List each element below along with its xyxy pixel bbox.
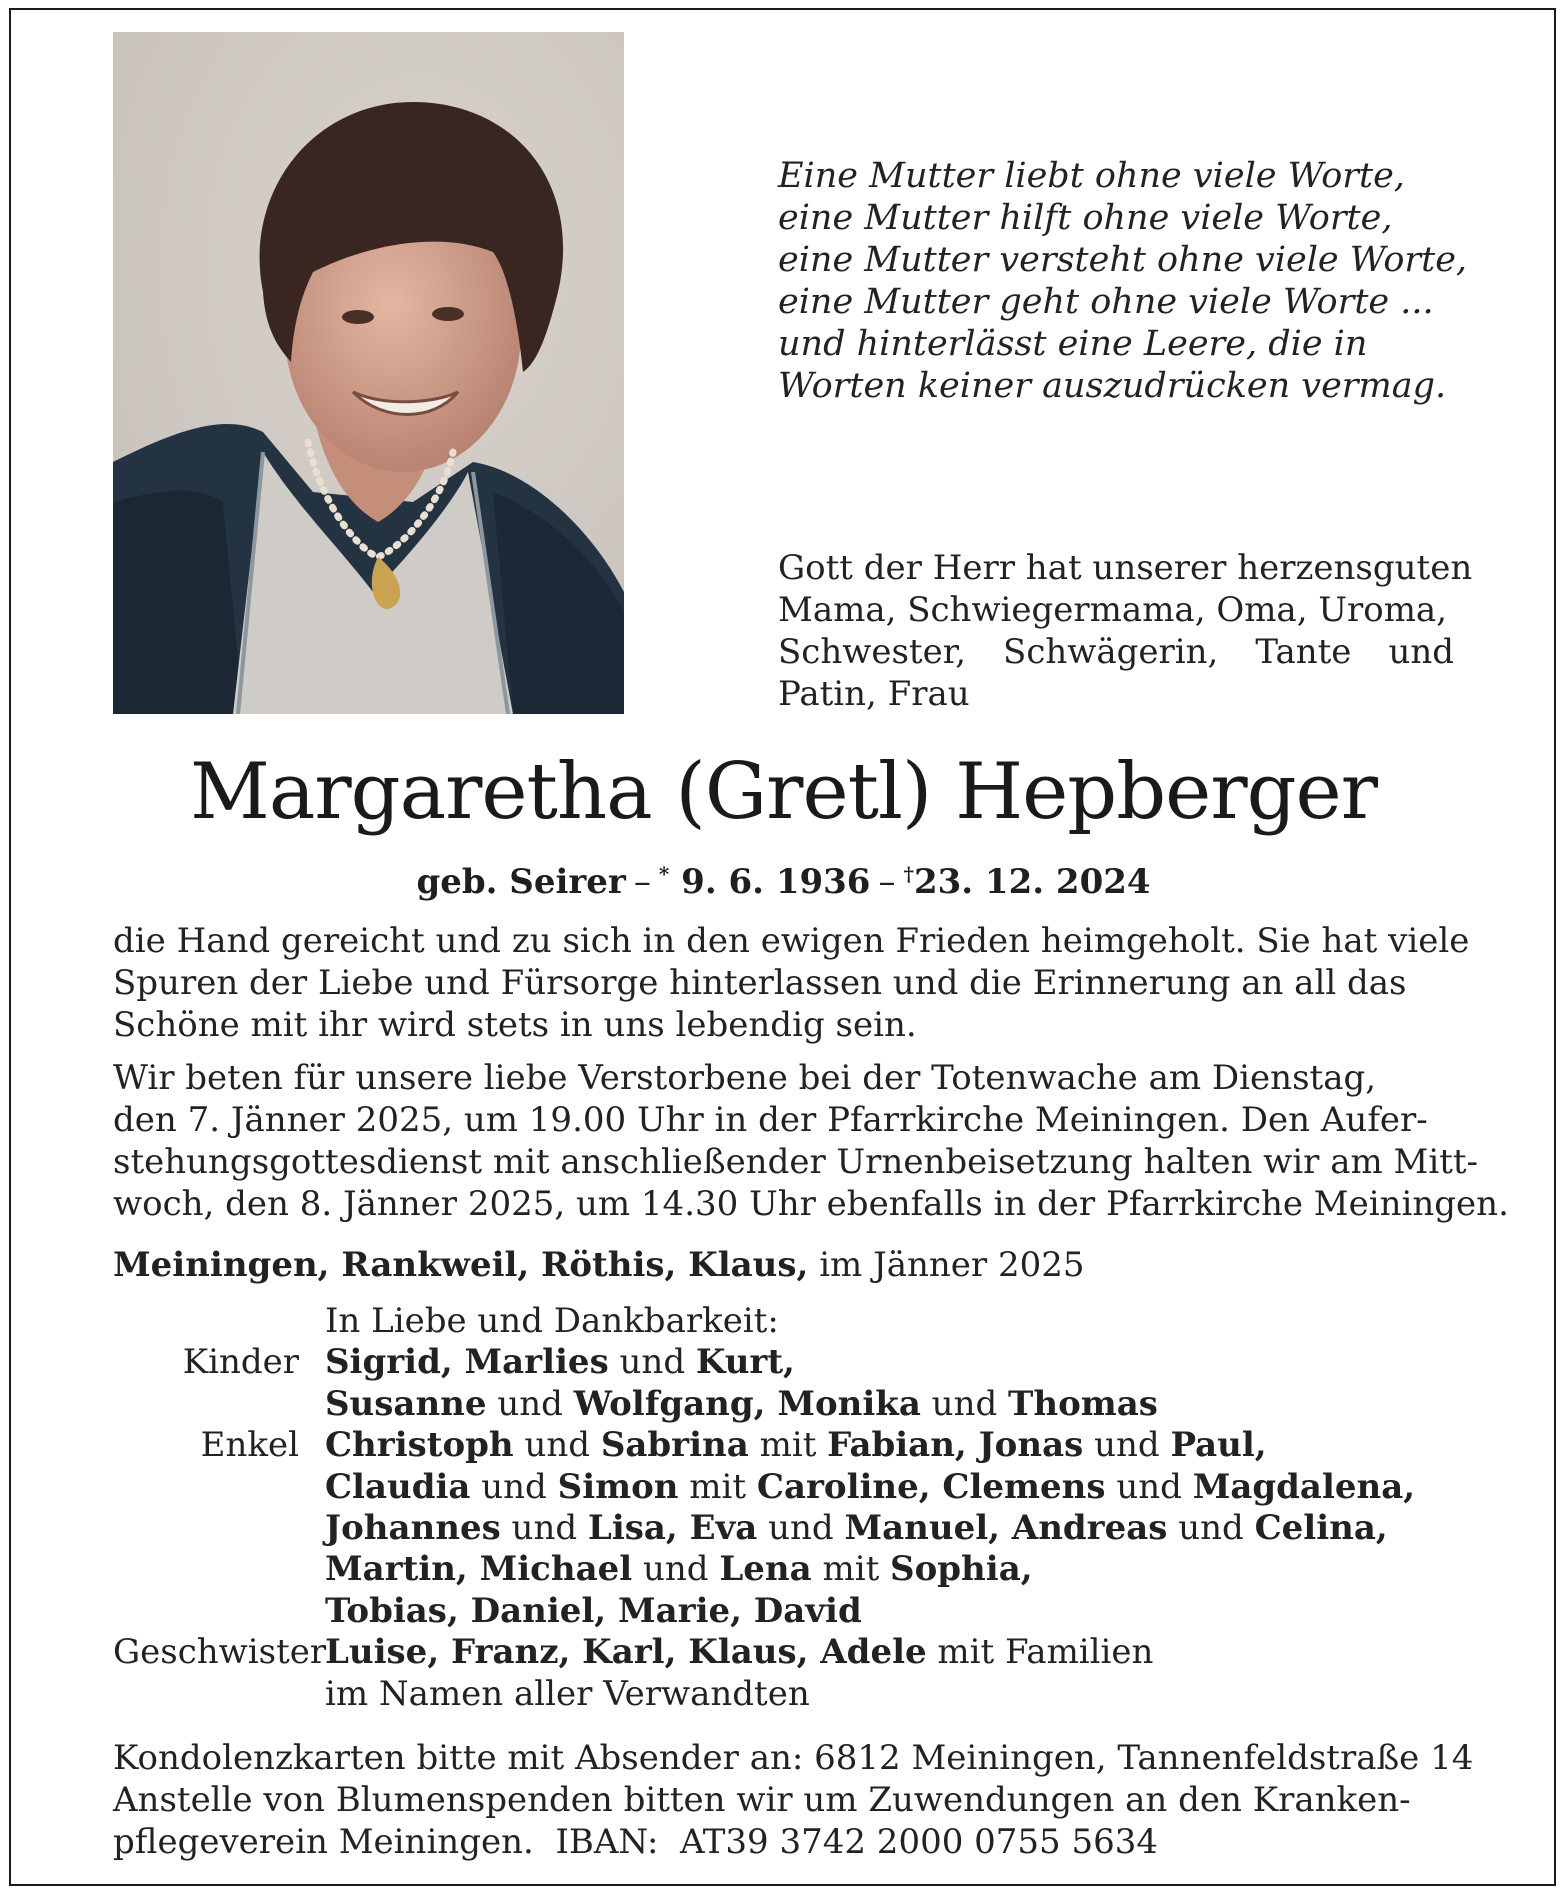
- poem-line: eine Mutter versteht ohne viele Worte,: [778, 240, 1468, 280]
- mourner-name: Luise, Franz, Karl, Klaus, Adele: [325, 1632, 927, 1673]
- intro-line: [778, 631, 1454, 673]
- mourners-names: [325, 1342, 1454, 1383]
- mourners-closing-row: [113, 1674, 1454, 1715]
- intro-line: Gott der Herr hat unserer herzensguten: [778, 548, 1473, 588]
- mourners-row: [113, 1384, 1454, 1425]
- connector-text: und: [757, 1507, 845, 1548]
- paragraph-line: die Hand gereicht und zu sich in den ewigen Frieden heimgeholt. Sie hat viele: [113, 921, 1470, 961]
- mourners-names: [325, 1549, 1454, 1590]
- mourners-row: [113, 1632, 1454, 1673]
- connector-text: und: [1083, 1425, 1171, 1466]
- mourners-intro-row: [113, 1301, 1454, 1342]
- mourner-name: Lena: [719, 1549, 812, 1590]
- mourners-row: [113, 1508, 1454, 1549]
- mourner-name: Thomas: [1008, 1383, 1158, 1424]
- mourners-row: [113, 1591, 1454, 1632]
- portrait-photo: [113, 32, 624, 714]
- connector-text: und: [486, 1383, 574, 1424]
- mourners-closing: im Namen aller Verwandten: [325, 1673, 810, 1714]
- iban-label: IBAN:: [555, 1822, 659, 1862]
- mourner-name: Tobias, Daniel, Marie, David: [325, 1590, 862, 1631]
- mourner-name: Magdalena,: [1192, 1466, 1416, 1507]
- death-symbol: †: [903, 862, 914, 886]
- poem: [778, 155, 1468, 407]
- connector-text: mit: [811, 1549, 891, 1590]
- connector-text: und: [470, 1466, 558, 1507]
- connector-text: mit Familien: [926, 1632, 1154, 1673]
- condolence-address: Kondolenzkarten bitte mit Absender an: 6812 Meiningen, Tannenfeldstraße 14: [113, 1738, 1474, 1778]
- intro-word: Tante: [1255, 632, 1352, 672]
- connector-text: mit: [678, 1466, 757, 1507]
- birth-name: geb. Seirer: [416, 862, 626, 902]
- intro-line: Mama, Schwiegermama, Oma, Uroma,: [778, 590, 1448, 630]
- connector-text: und: [500, 1507, 588, 1548]
- mourners-row: [113, 1467, 1454, 1508]
- mourner-name: Sabrina: [600, 1425, 749, 1466]
- poem-line: Worten keiner auszudrücken vermag.: [778, 366, 1447, 406]
- paragraph-line: Wir beten für unsere liebe Verstorbene bei der Totenwache am Dienstag,: [113, 1058, 1377, 1098]
- connector-text: mit: [748, 1425, 828, 1466]
- mourner-name: Paul,: [1170, 1425, 1267, 1466]
- connector-text: und: [608, 1342, 696, 1383]
- donation-line: [113, 1821, 1454, 1863]
- mourners-names: [325, 1467, 1454, 1508]
- mourners-names: [325, 1384, 1454, 1425]
- connector-text: und: [513, 1425, 601, 1466]
- mourner-name: Simon: [557, 1466, 679, 1507]
- mourner-name: Claudia: [325, 1466, 471, 1507]
- connector-text: und: [632, 1549, 720, 1590]
- life-dates: [113, 852, 1454, 904]
- mourner-name: Christoph: [325, 1425, 514, 1466]
- mourner-name: Wolfgang, Monika: [573, 1383, 921, 1424]
- connector-text: und: [1167, 1507, 1255, 1548]
- birth-date: 9. 6. 1936: [681, 862, 871, 902]
- deceased-name: Margaretha (Gretl) Hepberger: [190, 747, 1377, 837]
- donation-recipient: pflegeverein Meiningen.: [113, 1822, 534, 1862]
- mourner-name: Caroline, Clemens: [756, 1466, 1106, 1507]
- mourner-name: Celina,: [1254, 1507, 1388, 1548]
- paragraph-line: den 7. Jänner 2025, um 19.00 Uhr in der Pfarrkirche Meiningen. Den Aufer-: [113, 1100, 1428, 1140]
- mourners-row: [113, 1342, 1454, 1383]
- mourners-row: [113, 1425, 1454, 1466]
- mourner-name: Fabian, Jonas: [827, 1425, 1084, 1466]
- paragraph-service: [113, 1057, 1509, 1225]
- connector-text: und: [920, 1383, 1009, 1424]
- month: im Jänner 2025: [819, 1245, 1085, 1285]
- mourners-names: [325, 1632, 1454, 1673]
- intro-word: Schwägerin,: [1003, 632, 1219, 672]
- towns: Meiningen, Rankweil, Röthis, Klaus,: [113, 1245, 809, 1285]
- paragraph-passing: [113, 920, 1470, 1046]
- poem-line: eine Mutter geht ohne viele Worte ...: [778, 282, 1434, 322]
- mourners-label-geschwister: Geschwister: [113, 1632, 327, 1673]
- intro-word: Schwester,: [778, 632, 967, 672]
- mourner-name: Manuel, Andreas: [844, 1507, 1168, 1548]
- birth-symbol: *: [658, 862, 670, 886]
- mourners-label-enkel: Enkel: [200, 1425, 299, 1466]
- mourner-name: Susanne: [325, 1383, 487, 1424]
- paragraph-line: stehungsgottesdienst mit anschließender Urnenbeisetzung halten wir am Mitt-: [113, 1142, 1479, 1182]
- announcement-intro: [778, 547, 1473, 715]
- mourner-name: Sophia,: [890, 1549, 1033, 1590]
- paragraph-line: Spuren der Liebe und Fürsorge hinterlassen und die Erinnerung an all das: [113, 963, 1407, 1003]
- mourners-names: [325, 1425, 1454, 1466]
- mourner-name: Lisa, Eva: [587, 1507, 758, 1548]
- mourner-name: Johannes: [325, 1507, 501, 1548]
- place-and-date: [113, 1244, 1454, 1286]
- mourner-name: Martin, Michael: [325, 1549, 633, 1590]
- dash: –: [878, 862, 896, 902]
- mourners-names: [325, 1508, 1454, 1549]
- mourners-names: [325, 1591, 1454, 1632]
- paragraph-line: woch, den 8. Jänner 2025, um 14.30 Uhr ebenfalls in der Pfarrkirche Meiningen.: [113, 1184, 1509, 1224]
- mourner-name: Sigrid, Marlies: [325, 1342, 609, 1383]
- intro-word: und: [1388, 632, 1454, 672]
- mourner-name: Kurt,: [695, 1342, 795, 1383]
- mourners-label-kinder: Kinder: [182, 1342, 299, 1383]
- iban-value: AT39 3742 2000 0755 5634: [680, 1822, 1159, 1862]
- connector-text: und: [1105, 1466, 1193, 1507]
- paragraph-line: Schöne mit ihr wird stets in uns lebendig sein.: [113, 1005, 917, 1045]
- poem-line: Eine Mutter liebt ohne viele Worte,: [778, 156, 1405, 196]
- poem-line: eine Mutter hilft ohne viele Worte,: [778, 198, 1393, 238]
- poem-line: und hinterlässt eine Leere, die in: [778, 324, 1368, 364]
- mourners-row: [113, 1549, 1454, 1590]
- death-date: 23. 12. 2024: [913, 862, 1151, 902]
- mourners-list: [113, 1301, 1454, 1715]
- intro-line: Patin, Frau: [778, 674, 970, 714]
- footer: [113, 1737, 1474, 1863]
- dash: –: [633, 862, 651, 902]
- donation-line: Anstelle von Blumenspenden bitten wir um Zuwendungen an den Kranken-: [113, 1780, 1411, 1820]
- mourners-intro: In Liebe und Dankbarkeit:: [325, 1301, 779, 1341]
